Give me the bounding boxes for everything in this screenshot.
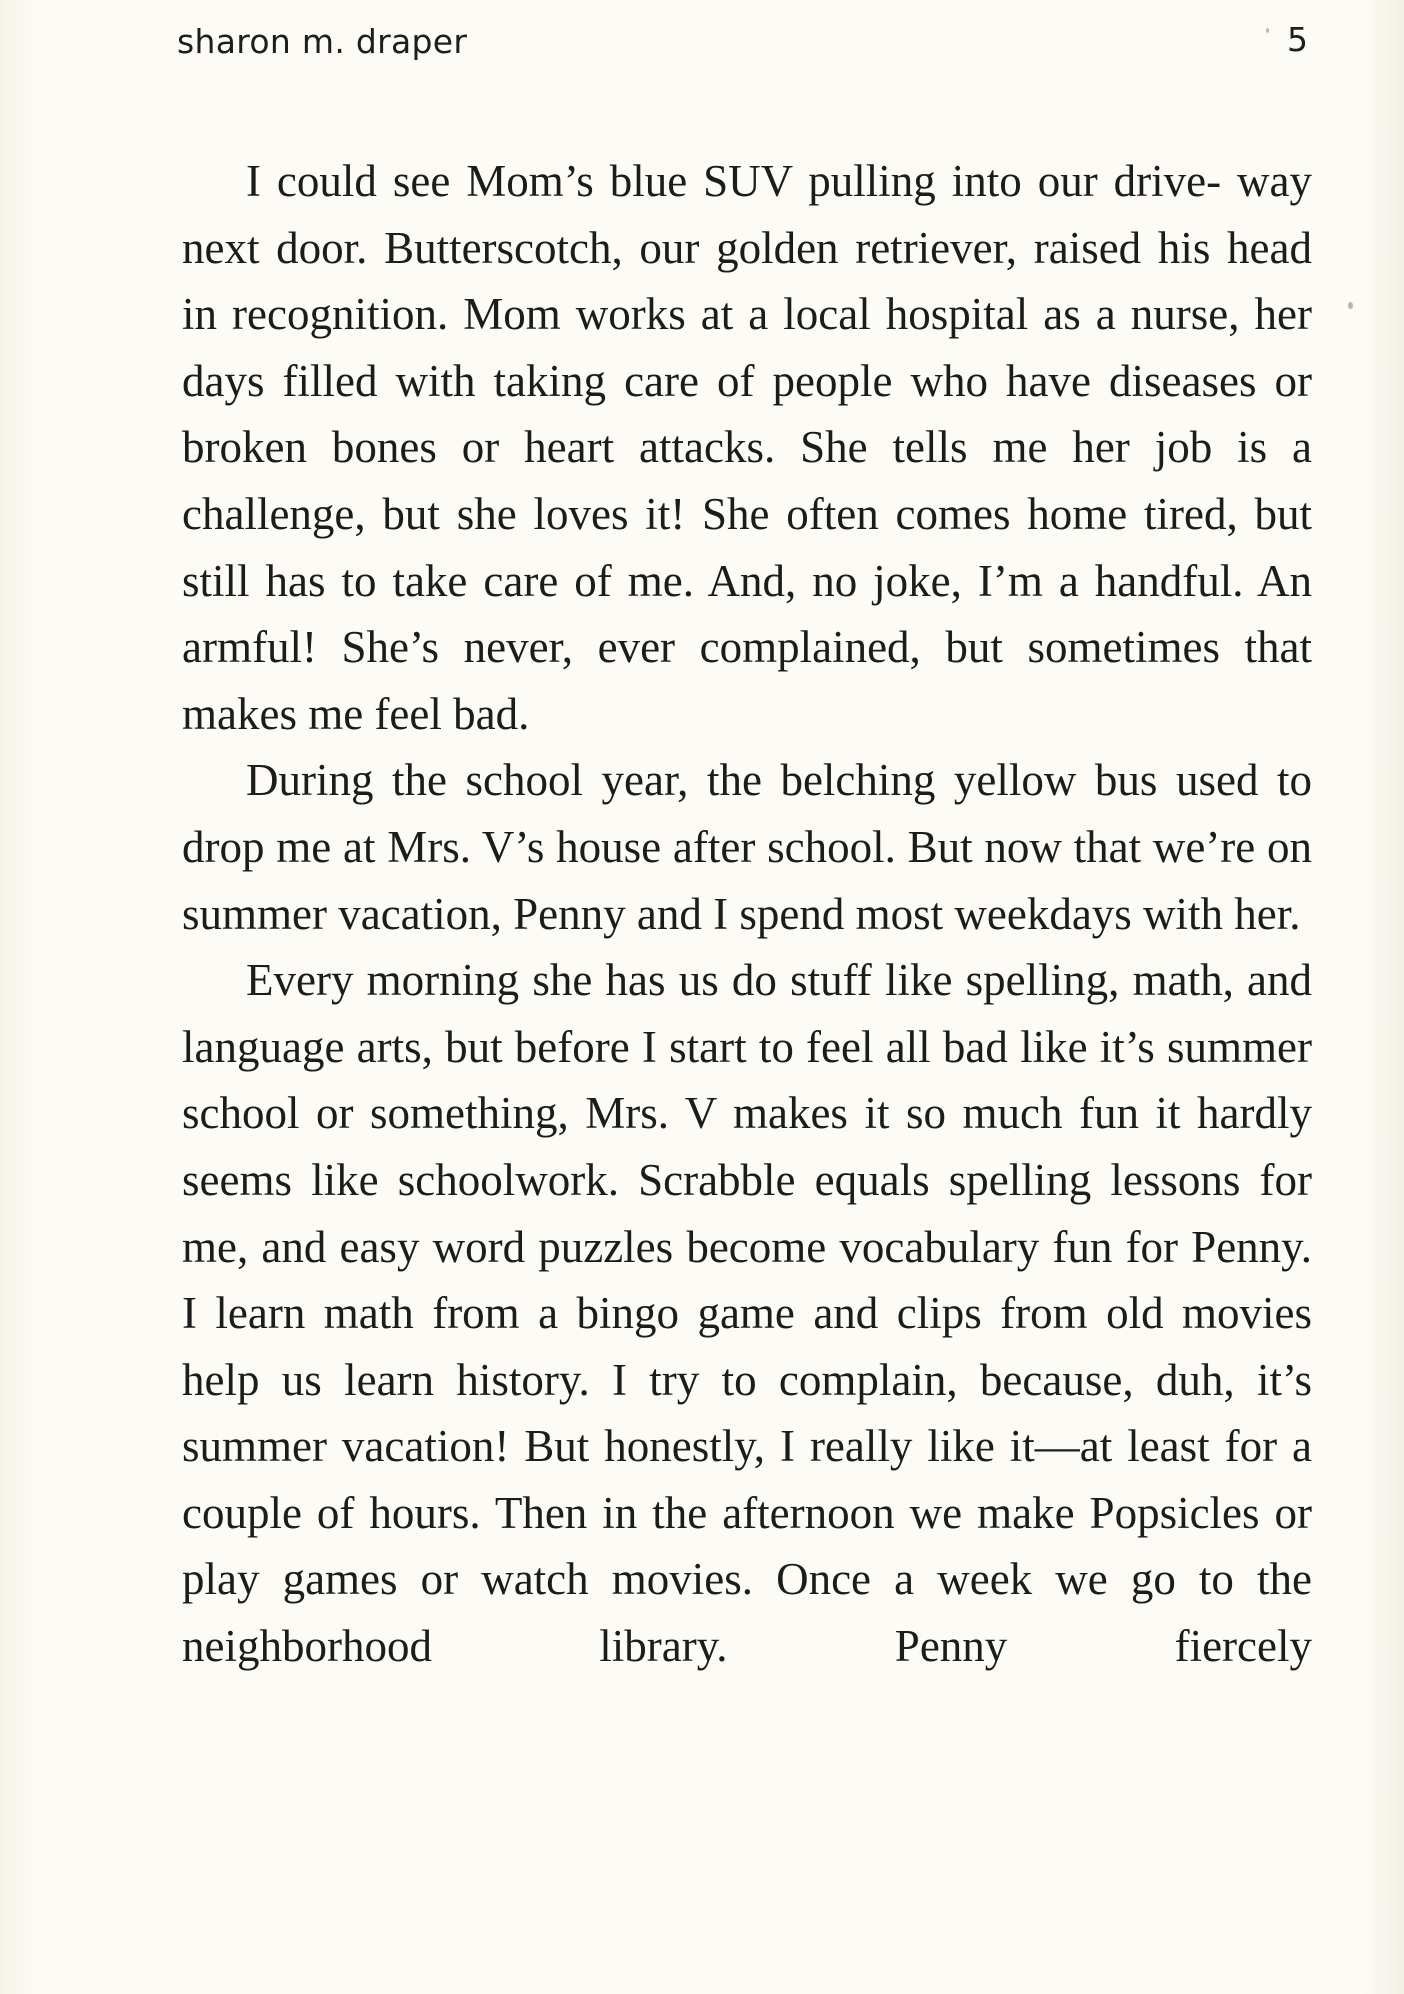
text-line: math, and language arts, but before I start to feel bbox=[182, 955, 1313, 1072]
text-line: I could see Mom’s blue SUV pulling into our drive- bbox=[246, 156, 1222, 206]
text-line: of me. And, no joke, I’m a handful. An armful! She’s bbox=[182, 555, 1313, 673]
text-line: people who have diseases or broken bones or heart bbox=[182, 355, 1313, 473]
text-line: least for a couple of hours. Then in the afternoon we bbox=[182, 1421, 1312, 1538]
text-line: Every morning she has us do stuff like spelling, bbox=[246, 955, 1120, 1006]
text-line: all bad like it’s summer school or something, Mrs. V bbox=[182, 1021, 1312, 1139]
page-number: 5 bbox=[1287, 20, 1308, 59]
paper-speck bbox=[1348, 302, 1353, 309]
text-line: Scrabble equals spelling lessons for me, and easy word bbox=[182, 1154, 1313, 1272]
text-line: hospital as a nurse, her days filled with taking care of bbox=[182, 289, 1313, 406]
paragraph bbox=[182, 947, 1312, 1680]
text-line: to drop me at Mrs. V’s house after school. But now that bbox=[182, 755, 1312, 872]
text-line: raised his head in recognition. Mom works at a local bbox=[182, 222, 1312, 340]
text-line: During the school year, the belching yellow bus used bbox=[246, 755, 1259, 806]
text-line: never, ever complained, but sometimes that makes me bbox=[182, 622, 1313, 739]
text-line: puzzles become vocabulary fun for Penny. I learn bbox=[182, 1221, 1313, 1339]
text-line: feel bad. bbox=[374, 688, 530, 739]
paragraph bbox=[182, 148, 1312, 747]
text-line: math from a bingo game and clips from old movies bbox=[323, 1288, 1313, 1339]
text-line: makes it so much fun it hardly seems like schoolwork. bbox=[182, 1088, 1313, 1205]
running-head-author: sharon m. draper bbox=[177, 22, 468, 61]
text-line: weekdays with her. bbox=[954, 888, 1301, 939]
text-line: help us learn history. I try to complain, because, duh, bbox=[182, 1354, 1235, 1405]
text-line: it! She often comes home tired, but still has to take care bbox=[182, 488, 1312, 606]
text-line: attacks. She tells me her job is a challenge, but she loves bbox=[182, 422, 1313, 539]
text-line: week we go to the neighborhood library. Penny fiercely bbox=[182, 1554, 1312, 1672]
body-text bbox=[182, 148, 1312, 1680]
paper-speck bbox=[1266, 28, 1269, 33]
text-line: we’re on summer vacation, Penny and I spend most bbox=[182, 821, 1313, 939]
paragraph bbox=[182, 747, 1312, 947]
text-line: make Popsicles or play games or watch movies. Once a bbox=[182, 1487, 1313, 1605]
text-line: way next door. Butterscotch, our golden retriever, bbox=[182, 156, 1313, 273]
text-line: it’s summer vacation! But honestly, I really like it—at bbox=[182, 1354, 1312, 1472]
